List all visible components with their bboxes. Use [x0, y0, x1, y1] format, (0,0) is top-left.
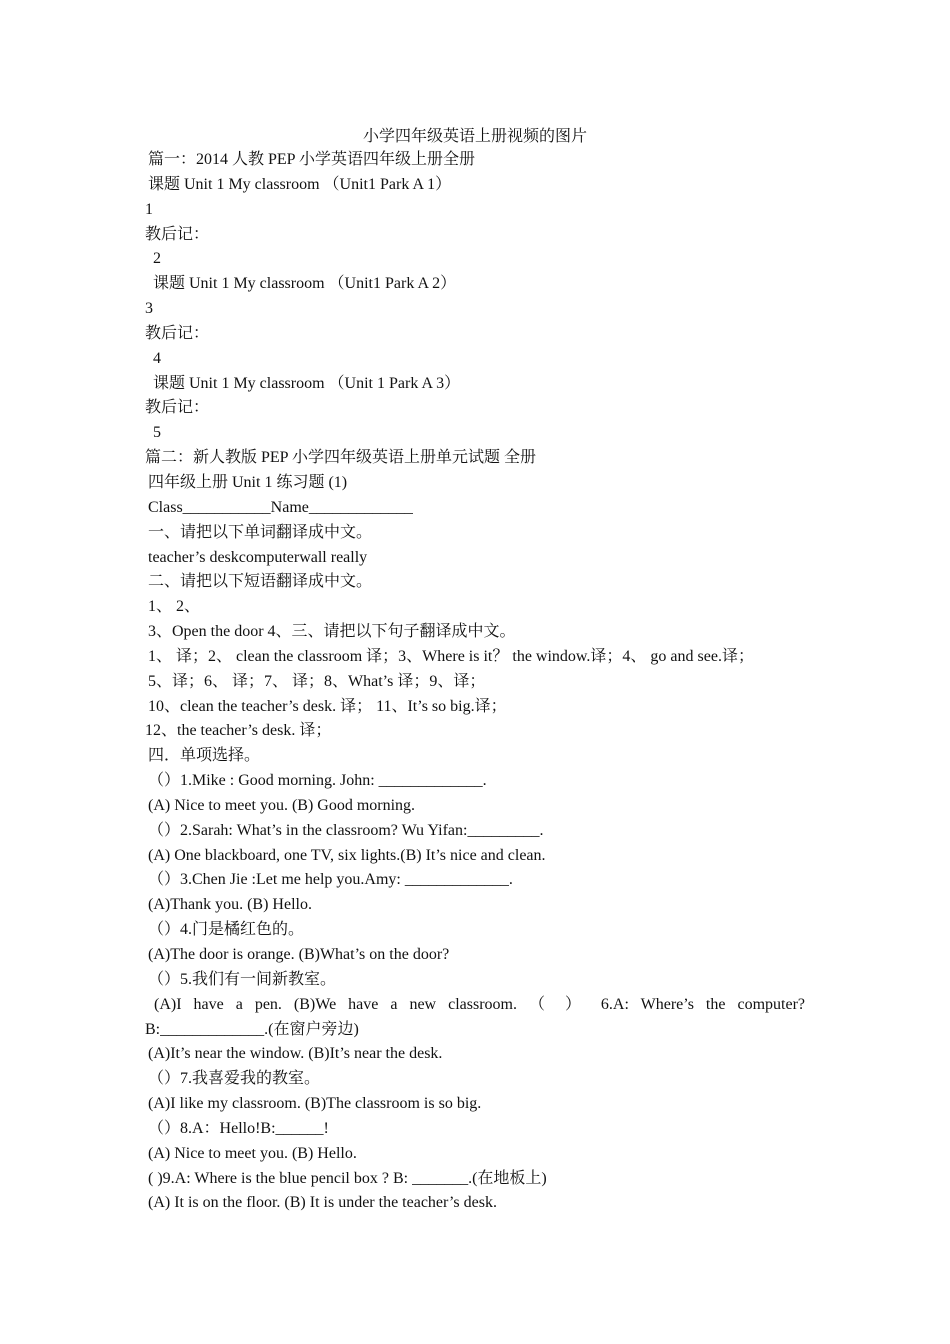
teaching-notes-label: 教后记： [145, 225, 210, 243]
answer-options: (A) Nice to meet you. (B) Hello. [148, 1144, 357, 1162]
part-two-heading: 二、请把以下短语翻译成中文。 [148, 573, 373, 591]
lesson-title: 课题 Unit 1 My classroom （Unit 1 Park A 3） [153, 374, 461, 392]
answer-options: (A)I like my classroom. (B)The classroom is so big. [148, 1095, 482, 1113]
question-item: （）8.A：Hello!B:______! [148, 1119, 329, 1137]
sentence-items: 1、 译；2、 clean the classroom 译；3、Where is it？ the window.译；4、 go and see.译； [148, 647, 754, 665]
answer-options: (A)Thank you. (B) Hello. [148, 896, 312, 914]
answer-options: (A) Nice to meet you. (B) Good morning. [148, 796, 416, 814]
answer-options: (A)It’s near the window. (B)It’s near the desk. [148, 1045, 443, 1063]
question-item: （）7.我喜爱我的教室。 [148, 1070, 321, 1088]
sentence-items: 12、the teacher’s desk. 译； [145, 722, 332, 740]
document-body [145, 148, 805, 1216]
exercise-title: 四年级上册 Unit 1 练习题 (1) [148, 473, 348, 491]
page-number: 5 [153, 424, 161, 442]
answer-options: (A)The door is orange. (B)What’s on the door? [148, 946, 450, 963]
answer-options: (A) It is on the floor. (B) It is under the teacher’s desk. [148, 1194, 497, 1212]
phrase-items: 3、Open the door 4、三、请把以下句子翻译成中文。 [148, 623, 516, 641]
lesson-title: 课题 Unit 1 My classroom （Unit1 Park A 1） [148, 175, 452, 193]
sentence-items: 5、译；6、 译；7、 译；8、What’s 译；9、译； [148, 672, 486, 690]
question-item: ( )9.A: Where is the blue pencil box ? B: _______.(在地板上) [148, 1169, 547, 1187]
document-title: 小学四年级英语上册视频的图片 [362, 128, 587, 145]
part-one-heading: 一、请把以下单词翻译成中文。 [148, 523, 373, 541]
page-number: 2 [153, 250, 161, 268]
lesson-title: 课题 Unit 1 My classroom （Unit1 Park A 2） [153, 275, 457, 293]
teaching-notes-label: 教后记： [145, 324, 210, 342]
page-number: 3 [145, 300, 153, 318]
page-number: 1 [145, 200, 153, 218]
question-item: （）2.Sarah: What’s in the classroom? Wu Yifan:_________. [148, 821, 544, 839]
answer-options-with-question: (A)I have a pen. (B)We have a new classroom. （ ） 6.A: Where’s the computer? [154, 995, 805, 1013]
question-item: （）5.我们有一间新教室。 [148, 970, 337, 988]
part-four-heading: 四．单项选择。 [148, 747, 261, 765]
phrase-items: 1、 2、 [148, 598, 201, 616]
word-list: teacher’s deskcomputerwall really [148, 548, 368, 566]
question-item: （）3.Chen Jie :Let me help you.Amy: _____________. [148, 871, 513, 889]
sentence-items: 10、clean the teacher’s desk. 译； 11、It’s so big.译； [148, 697, 507, 715]
section-heading-2: 篇二：新人教版 PEP 小学四年级英语上册单元试题 全册 [145, 449, 536, 467]
page-number: 4 [153, 349, 161, 367]
question-item-continued: B:_____________.(在窗户旁边) [145, 1020, 359, 1038]
teaching-notes-label: 教后记： [145, 399, 210, 417]
class-name-blank: Class___________Name_____________ [148, 498, 413, 516]
question-item: （）1.Mike : Good morning. John: _____________. [148, 772, 487, 790]
answer-options: (A) One blackboard, one TV, six lights.(B) It’s nice and clean. [148, 846, 546, 864]
question-item: （）4.门是橘红色的。 [148, 921, 305, 939]
section-heading-1: 篇一：2014 人教 PEP 小学英语四年级上册全册 [148, 151, 475, 168]
